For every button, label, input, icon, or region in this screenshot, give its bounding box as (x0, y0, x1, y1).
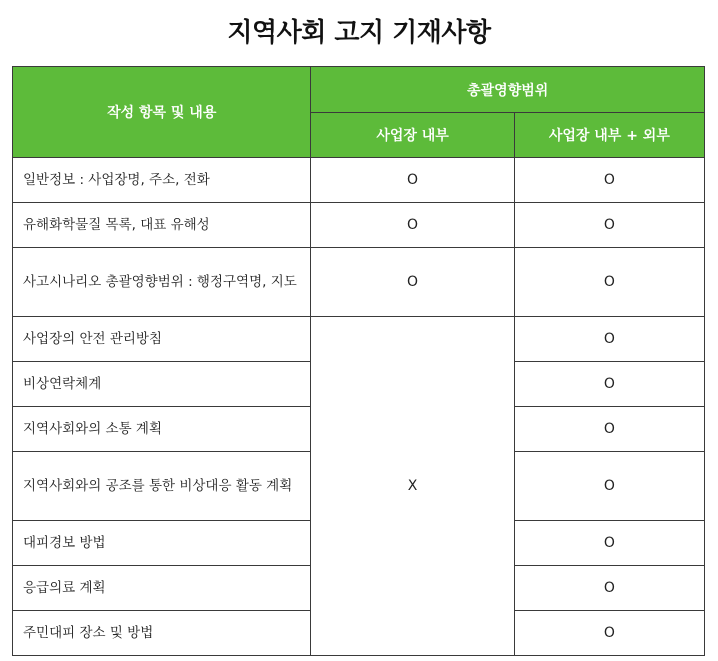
header-scope-group: 총괄영향범위 (311, 67, 705, 113)
row-item: 지역사회와의 소통 계획 (13, 407, 311, 452)
row-inner-mark: O (311, 248, 514, 317)
table-row (13, 158, 705, 203)
row-item: 지역사회와의 공조를 통한 비상대응 활동 계획 (13, 452, 311, 521)
row-item: 응급의료 계획 (13, 566, 311, 611)
header-item-column: 작성 항목 및 내용 (13, 67, 311, 158)
row-item: 주민대피 장소 및 방법 (13, 611, 311, 656)
row-item: 비상연락체계 (13, 362, 311, 407)
merged-inner-mark: X (311, 317, 514, 656)
row-inner-mark: O (311, 158, 514, 203)
row-item: 일반정보 : 사업장명, 주소, 전화 (13, 158, 311, 203)
row-outer-mark: O (514, 203, 704, 248)
row-outer-mark: O (514, 317, 704, 362)
row-item: 사업장의 안전 관리방침 (13, 317, 311, 362)
row-outer-mark: O (514, 452, 704, 521)
table-row (13, 317, 705, 362)
header-inner-column: 사업장 내부 (311, 113, 514, 158)
row-outer-mark: O (514, 158, 704, 203)
row-inner-mark: O (311, 203, 514, 248)
row-outer-mark: O (514, 566, 704, 611)
row-item: 사고시나리오 총괄영향범위 : 행정구역명, 지도 (13, 248, 311, 317)
row-outer-mark: O (514, 362, 704, 407)
row-item: 유해화학물질 목록, 대표 유해성 (13, 203, 311, 248)
row-outer-mark: O (514, 248, 704, 317)
table-row (13, 248, 705, 317)
row-outer-mark: O (514, 407, 704, 452)
row-outer-mark: O (514, 611, 704, 656)
notice-table (12, 66, 705, 656)
table-row (13, 203, 705, 248)
row-item: 대피경보 방법 (13, 521, 311, 566)
page-title: 지역사회 고지 기재사항 (227, 18, 491, 48)
row-outer-mark: O (514, 521, 704, 566)
header-outer-column: 사업장 내부 + 외부 (514, 113, 704, 158)
header-row (13, 67, 705, 113)
